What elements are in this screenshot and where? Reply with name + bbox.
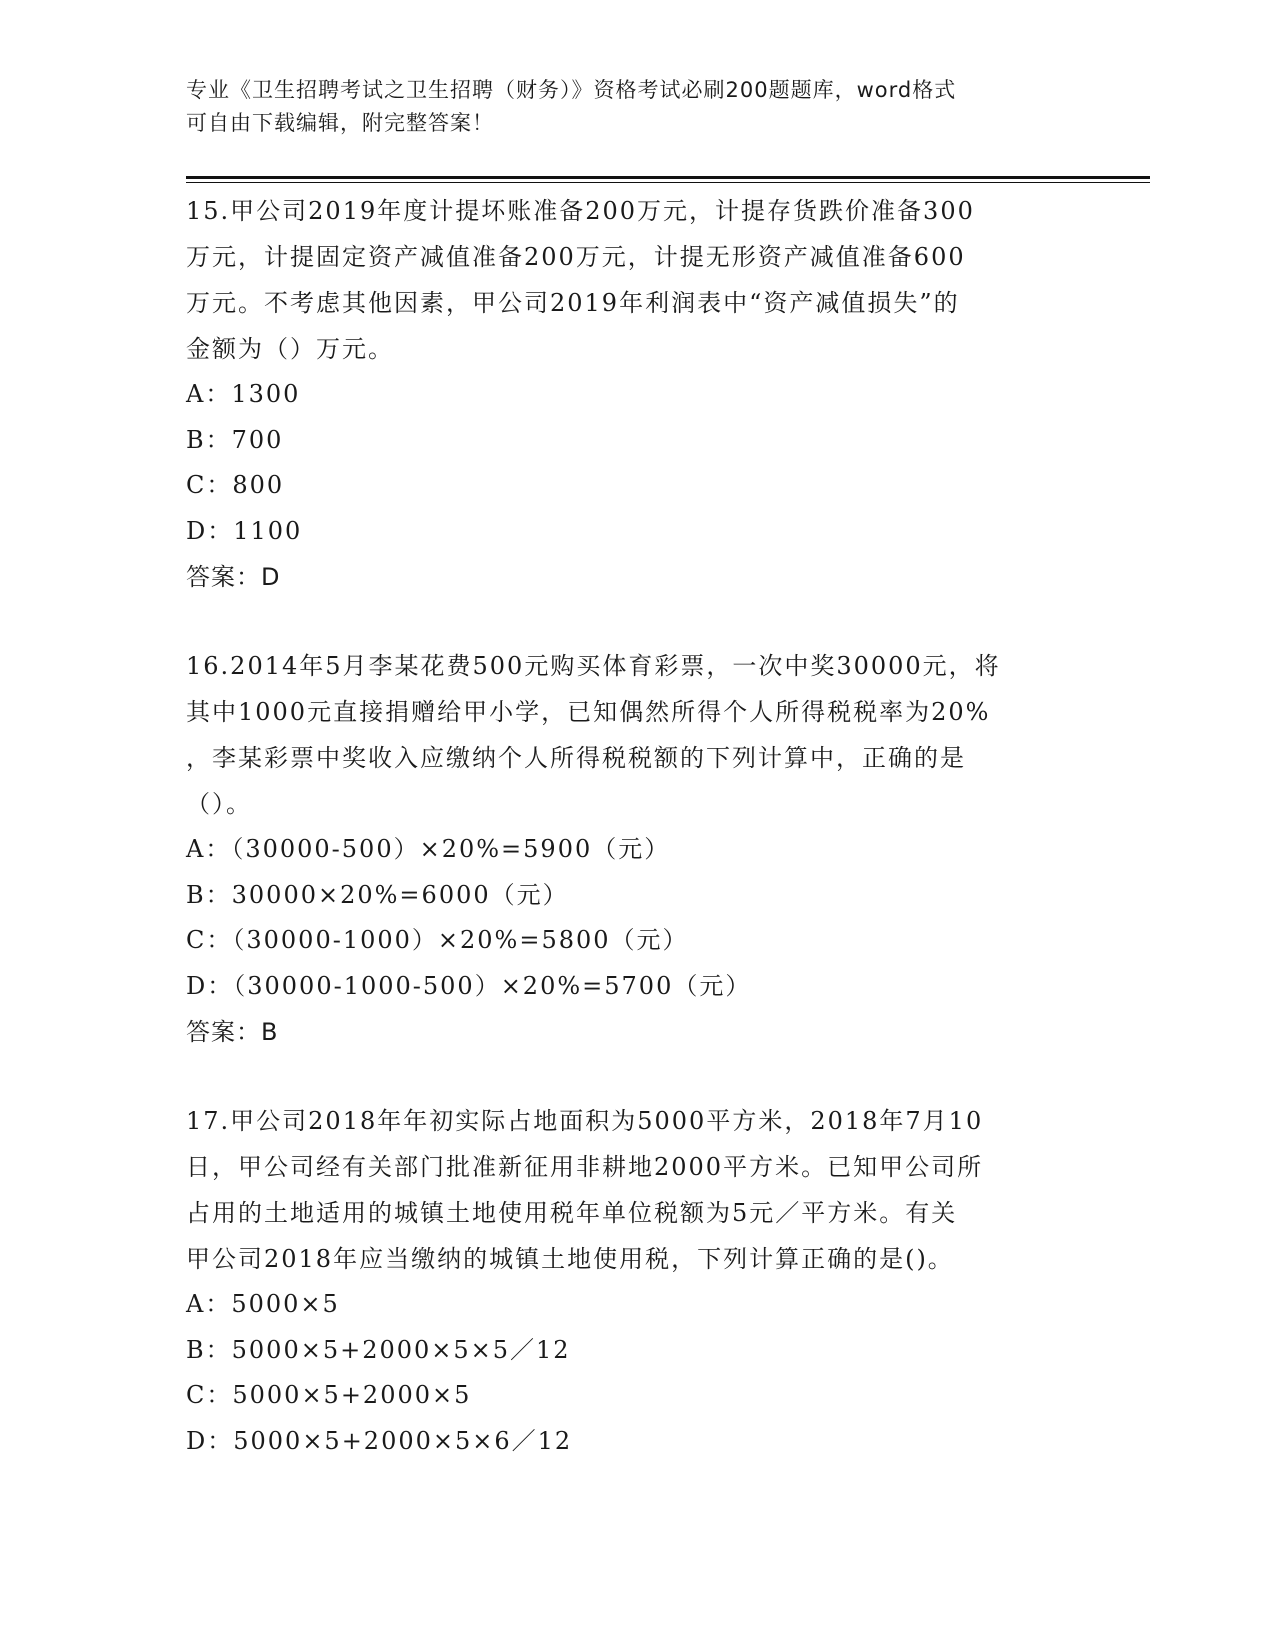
question-stem [186,1098,1086,1282]
option-a: A：5000×5 [186,1290,340,1318]
option-d: D：5000×5+2000×5×6／12 [186,1426,573,1455]
stem-line: 17.甲公司2018年年初实际占地面积为5000平方米，2018年7月10 [186,1107,984,1135]
stem-line: ，李某彩票中奖收入应缴纳个人所得税税额的下列计算中，正确的是 [186,744,966,772]
stem-line: （）。 [186,790,252,818]
stem-line: 16.2014年5月李某花费500元购买体育彩票，一次中奖30000元，将 [186,652,1001,680]
option-c: C：800 [186,471,285,499]
stem-line: 万元，计提固定资产减值准备200万元，计提无形资产减值准备600 [186,243,966,271]
question-stem [186,188,1086,372]
option-c: C：5000×5+2000×5 [186,1381,472,1409]
stem-line: 甲公司2018年应当缴纳的城镇土地使用税，下列计算正确的是()。 [186,1245,954,1273]
option-d: D：1100 [186,516,303,545]
question-16 [186,643,1086,1055]
header-line-2: 可自由下载编辑，附完整答案！ [186,111,494,135]
option-b: B：30000×20%=6000（元） [186,880,569,909]
option-a: A：1300 [186,380,301,408]
stem-line: 其中1000元直接捐赠给甲小学，已知偶然所得个人所得税税率为20% [186,698,991,726]
option-d: D：（30000-1000-500）×20%=5700（元） [186,971,752,1000]
answer-line: 答案：D [186,563,281,591]
option-c: C：（30000-1000）×20%=5800（元） [186,926,689,954]
stem-line: 占用的土地适用的城镇土地使用税年单位税额为5元／平方米。有关 [186,1199,958,1227]
stem-line: 日，甲公司经有关部门批准新征用非耕地2000平方米。已知甲公司所 [186,1153,984,1181]
header-divider-thin [186,182,1150,183]
option-b: B：5000×5+2000×5×5／12 [186,1335,571,1364]
question-17 [186,1098,1086,1464]
stem-line: 15.甲公司2019年度计提坏账准备200万元，计提存货跌价准备300 [186,197,975,225]
header-line-1: 专业《卫生招聘考试之卫生招聘（财务）》资格考试必刷200题题库，word格式 [186,78,957,102]
header-divider-thick [186,176,1150,179]
option-b: B：700 [186,425,284,454]
option-a: A：（30000-500）×20%=5900（元） [186,835,671,863]
answer-line: 答案：B [186,1018,279,1046]
stem-line: 万元。不考虑其他因素，甲公司2019年利润表中“资产减值损失”的 [186,289,960,317]
question-stem [186,643,1086,827]
document-header [186,74,1066,140]
question-15 [186,188,1086,600]
stem-line: 金额为（）万元。 [186,335,394,363]
